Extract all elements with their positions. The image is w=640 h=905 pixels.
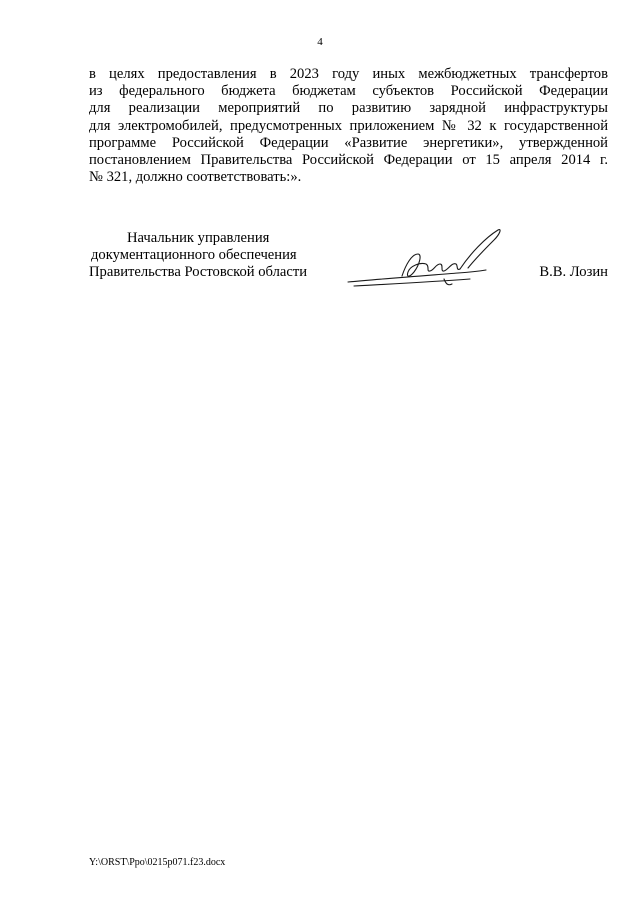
body-line: для электромобилей, предусмотренных приложением № 32 к государственной xyxy=(89,117,608,134)
footer-file-path: Y:\ORST\Ppo\0215p071.f23.docx xyxy=(89,857,226,868)
body-line: из федерального бюджета бюджетам субъектов Российской Федерации xyxy=(89,83,608,100)
signer-position xyxy=(89,230,307,282)
body-line: постановлением Правительства Российской Федерации от 15 апреля 2014 г. xyxy=(89,152,608,169)
signer-position-line: Начальник управления xyxy=(127,230,270,246)
signature-icon xyxy=(340,224,510,294)
body-line: № 321, должно соответствовать:». xyxy=(89,169,302,186)
signer-name: В.В. Лозин xyxy=(539,264,608,280)
signer-position-line: документационного обеспечения xyxy=(91,247,297,264)
page-number: 4 xyxy=(317,36,323,48)
body-text xyxy=(89,66,608,186)
body-line: в целях предоставления в 2023 году иных межбюджетных трансфертов xyxy=(89,66,608,82)
signer-position-line: Правительства Ростовской области xyxy=(89,264,308,281)
body-line: для реализации мероприятий по развитию зарядной инфраструктуры xyxy=(89,100,608,117)
body-line: программе Российской Федерации «Развитие энергетики», утвержденной xyxy=(89,134,608,151)
